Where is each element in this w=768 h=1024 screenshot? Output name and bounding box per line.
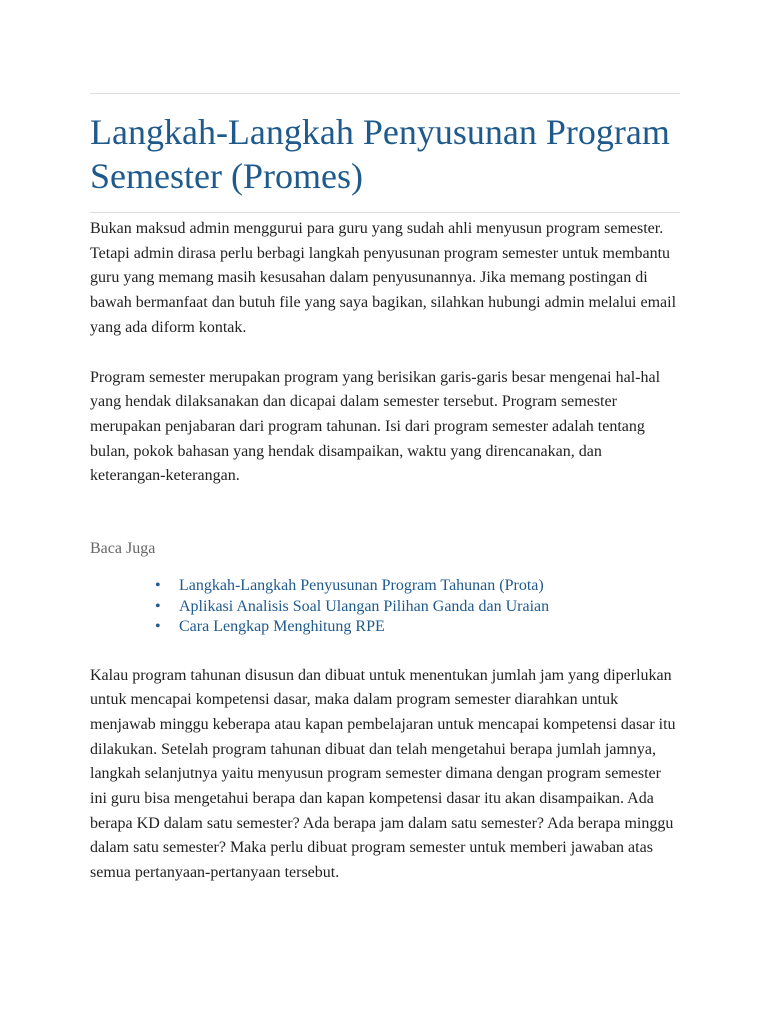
related-link-analisis-soal[interactable]: Aplikasi Analisis Soal Ulangan Pilihan Ganda dan Uraian [179, 597, 550, 615]
related-links-list [90, 576, 680, 638]
related-link-rpe[interactable]: Cara Lengkap Menghitung RPE [179, 618, 385, 636]
bullet-icon: • [155, 597, 161, 615]
related-link-item [155, 617, 680, 638]
related-link-item [155, 576, 680, 597]
article-title: Langkah-Langkah Penyusunan Program Semester (Promes) [90, 112, 670, 196]
article [90, 93, 680, 886]
bullet-icon: • [155, 577, 161, 595]
read-also-heading: Baca Juga [90, 540, 156, 558]
related-link-prota[interactable]: Langkah-Langkah Penyusunan Program Tahunan (Prota) [179, 577, 544, 595]
explanation-paragraph: Kalau program tahunan disusun dan dibuat untuk menentukan jumlah jam yang diperlukan untuk mencapai kompetensi dasar, maka dalam program semester diarahkan untuk menjawab minggu keberapa atau kapan pembelajaran untuk mencapai kompetensi dasar itu dilakukan. Setelah program tahunan dibuat dan telah mengetahui berapa jumlah jamnya, langkah selanjutnya yaitu menyusun program semester dimana dengan program semester ini guru bisa mengetahui berapa dan kapan kompetensi dasar itu akan disampaikan. Ada berapa KD dalam satu semester? Ada berapa jam dalam satu semester? Ada berapa minggu dalam satu semester? Maka perlu dibuat program semester untuk memberi jawaban atas semua pertanyaan-pertanyaan tersebut. [90, 666, 676, 882]
definition-paragraph: Program semester merupakan program yang berisikan garis-garis besar mengenai hal-hal yang hendak dilaksanakan dan dicapai dalam semester tersebut. Program semester merupakan penjabaran dari program tahunan. Isi dari program semester adalah tentang bulan, pokok bahasan yang hendak disampaikan, waktu yang direncanakan, dan keterangan-keterangan. [90, 368, 661, 485]
intro-paragraph: Bukan maksud admin menggurui para guru yang sudah ahli menyusun program semester. Tetapi admin dirasa perlu berbagi langkah penyusunan program semester untuk membantu guru yang memang masih kesusahan dalam penyusunannya. Jika memang postingan di bawah bermanfaat dan butuh file yang saya bagikan, silahkan hubungi admin melalui email yang ada diform kontak. [90, 220, 677, 336]
bullet-icon: • [155, 618, 161, 636]
title-divider [90, 212, 680, 213]
related-link-item [155, 597, 680, 618]
